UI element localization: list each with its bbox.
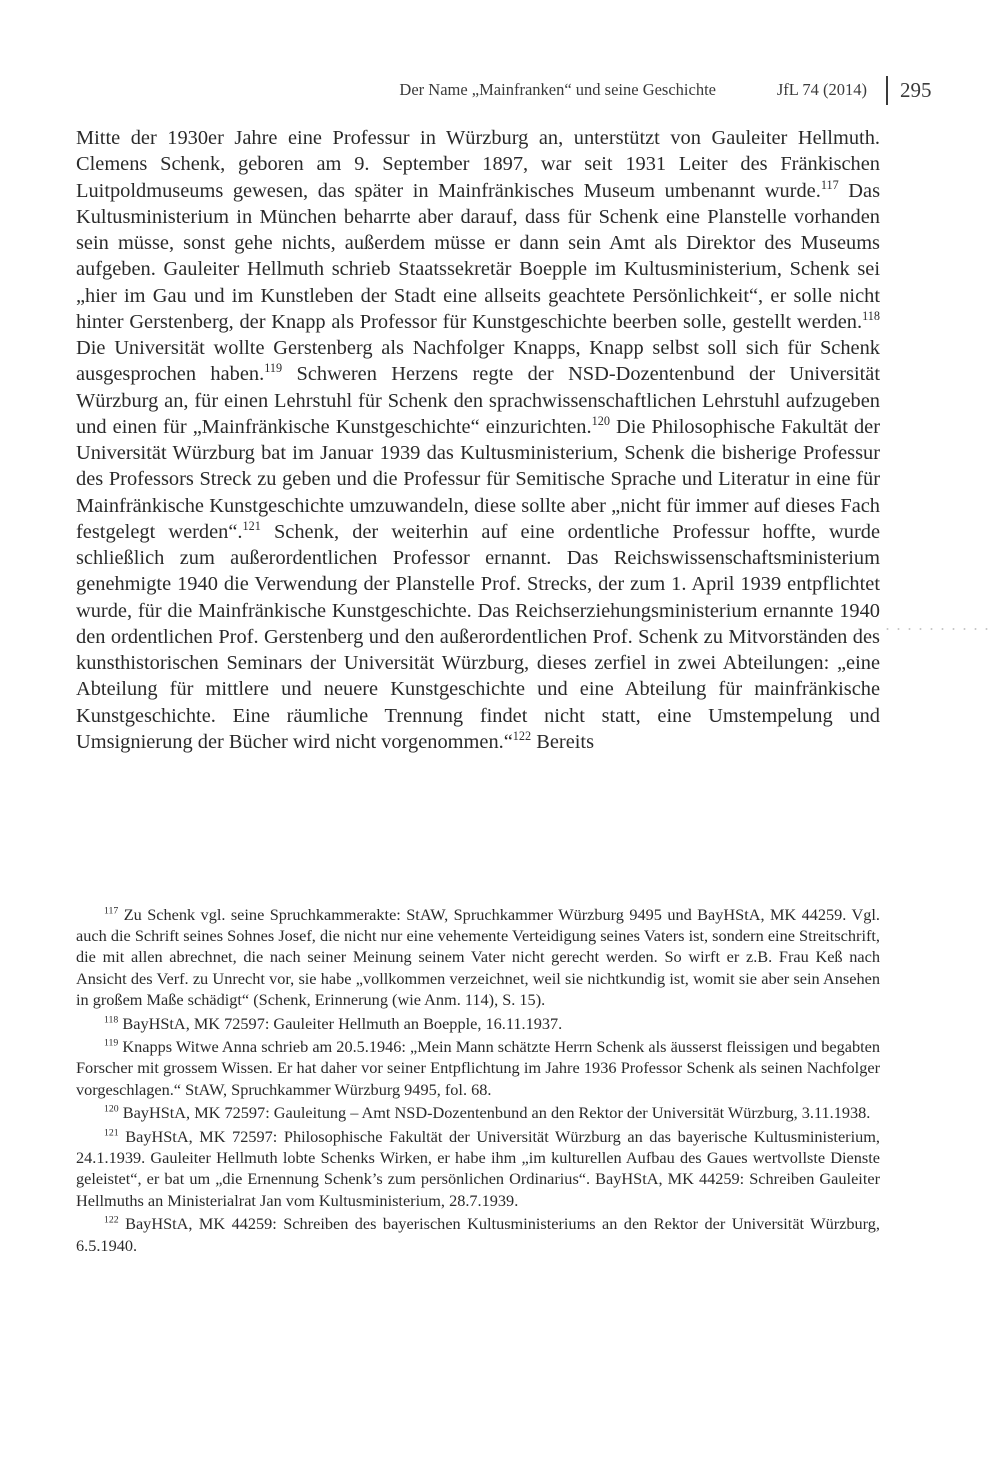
footnote-ref: 120 <box>591 413 610 428</box>
footnote-number: 119 <box>104 1037 119 1049</box>
footnote-text: BayHStA, MK 72597: Gauleiter Hellmuth an Boepple, 16.11.1937. <box>118 1013 563 1033</box>
footnote <box>76 904 880 1010</box>
paragraph <box>76 125 880 755</box>
footnote-number: 118 <box>104 1014 119 1026</box>
running-title: Der Name „Mainfranken“ und seine Geschichte <box>399 80 716 99</box>
footnote-text: Knapps Witwe Anna schrieb am 20.5.1946: „Mein Mann schätzte Herrn Schenk als äusserst fleissigen und begabten Forscher mit grossem Wissen. Er hat daher vor seiner Entpflichtung im Jahre 1936 Professor Schenk als seinen Nachfolger vorgeschlagen.“ StAW, Spruchkammer Würzburg 9495, fol. 68. <box>76 1037 880 1099</box>
scan-artifact-dots <box>882 628 992 630</box>
footnote <box>76 1013 880 1034</box>
footnote-number: 120 <box>104 1103 119 1115</box>
footnote-ref: 119 <box>264 361 283 376</box>
header-divider <box>886 76 888 105</box>
footnote-text: Zu Schenk vgl. seine Spruchkammerakte: StAW, Spruchkammer Würzburg 9495 und BayHStA, MK 44259. Vgl. auch die Schrift seines Sohnes Josef, die nicht nur eine vehemente Verteidigung seines Vaters ist, sondern eine Streitschrift, die mit allen abrechnet, die nach seiner Meinung seinem Vater nicht gerecht werden. So wirft er z.B. Frau Keß nach Ansicht des Verf. zu Unrecht vor, sie habe „vollkommen verzeichnet, weil sie nichtkundig ist, womit sie aber sein Ansehen in großem Maße schädigt“ (Schenk, Erinnerung (wie Anm. 114), S. 15). <box>76 905 880 1009</box>
footnote <box>76 1036 880 1100</box>
text-segment: Das Kultusministerium in München beharrte aber darauf, dass für Schenk eine Planstelle vorhanden sein müsse, sonst gehe nichts, außerdem müsse er dann sein Amt als Direktor des Museums aufgeben. Gauleiter Hellmuth schrieb Staatssekretär Boepple im Kultusministerium, Schenk sei „hier im Gau und im Kunstleben der Stadt eine allseits geachtete Persönlichkeit“, er solle nicht hinter Gerstenberg, der Knapp als Professor für Kunstgeschichte beerben solle, gestellt werden. <box>76 179 881 333</box>
footnote-text: BayHStA, MK 44259: Schreiben des bayerischen Kultusministeriums an den Rektor der Universität Würzburg, 6.5.1940. <box>76 1214 880 1255</box>
footnote-text: BayHStA, MK 72597: Philosophische Fakultät der Universität Würzburg an das bayerische Kultusministerium, 24.1.1939. Gauleiter Hellmuth lobte Schenks Wirken, er habe ihm „im kulturellen Aufbau des Gaues wertvollste Dienste geleistet“, er bat um „die Ernennung Schenk’s zum persönlichen Ordinarius“. BayHStA, MK 44259: Schreiben Gauleiter Hellmuths an Ministerialrat Jan vom Kultusministerium, 28.7.1939. <box>76 1127 880 1210</box>
text-segment: Bereits <box>531 730 595 753</box>
footnote-ref: 121 <box>242 518 261 533</box>
text-segment: Die Philosophische Fakultät der Universität Würzburg bat im Januar 1939 das Kultusministerium, Schenk die bisherige Professur des Professors Streck zu geben und die Professur für Semitische Sprache und Literatur in eine für Mainfränkische Kunstgeschichte umzuwandeln, diese sollte aber „nicht für immer auf dieses Fach festgelegt werden“. <box>76 415 880 543</box>
footnote <box>76 1126 880 1211</box>
text-segment: Die Universität wollte Gerstenberg als Nachfolger Knapps, Knapp selbst soll sich für Schenk ausgesprochen haben. <box>76 337 880 386</box>
body-text <box>76 125 880 755</box>
footnote-ref: 118 <box>862 308 880 323</box>
page-number: 295 <box>900 78 932 102</box>
journal-citation: JfL 74 (2014) <box>776 80 867 99</box>
footnote-ref: 122 <box>512 728 532 743</box>
text-segment: Mitte der 1930er Jahre eine Professur in Würzburg an, unterstützt von Gauleiter Hellmuth. Clemens Schenk, geboren am 9. September 1897, war seit 1931 Leiter des Fränkischen Luitpoldmuseums gewesen, das später in Mainfränkisches Museum umbenannt wurde. <box>76 127 880 202</box>
footnote-ref: 117 <box>820 177 839 192</box>
running-header <box>0 76 1000 106</box>
footnote-text: BayHStA, MK 72597: Gauleitung – Amt NSD-Dozentenbund an den Rektor der Universität Würzburg, 3.11.1938. <box>118 1103 871 1123</box>
text-segment: Schenk, der weiterhin auf eine ordentliche Professur hoffte, wurde schließlich zum außerordentlichen Professor ernannt. Das Reichswissenschaftsministerium genehmigte 1940 die Verwendung der Planstelle Prof. Strecks, der zum 1. April 1939 entpflichtet wurde, für die Mainfränkische Kunstgeschichte. Das Reichserziehungsministerium ernannte 1940 den ordentlichen Prof. Gerstenberg und den außerordentlichen Prof. Schenk zu Mitvorständen des kunsthistorischen Seminars der Universität Würzburg, dieses zerfiel in zwei Abteilungen: „eine Abteilung für mittlere und neuere Kunstgeschichte und eine Abteilung für mainfränkische Kunstgeschichte. Eine räumliche Trennung findet nicht statt, eine Umstempelung und Umsignierung der Bücher wird nicht vorgenommen.“ <box>76 520 880 753</box>
footnotes <box>76 904 880 1258</box>
footnote-number: 121 <box>104 1127 119 1139</box>
footnote <box>76 1102 880 1123</box>
footnote <box>76 1213 880 1255</box>
footnote-number: 122 <box>104 1214 119 1226</box>
text-segment: Schweren Herzens regte der NSD-Dozentenbund der Universität Würzburg an, für einen Lehrstuhl für Schenk den sprachwissenschaftlichen Lehrstuhl aufzugeben und einen für „Mainfränkische Kunstgeschichte“ einzurichten. <box>76 363 880 438</box>
footnote-number: 117 <box>104 905 119 917</box>
